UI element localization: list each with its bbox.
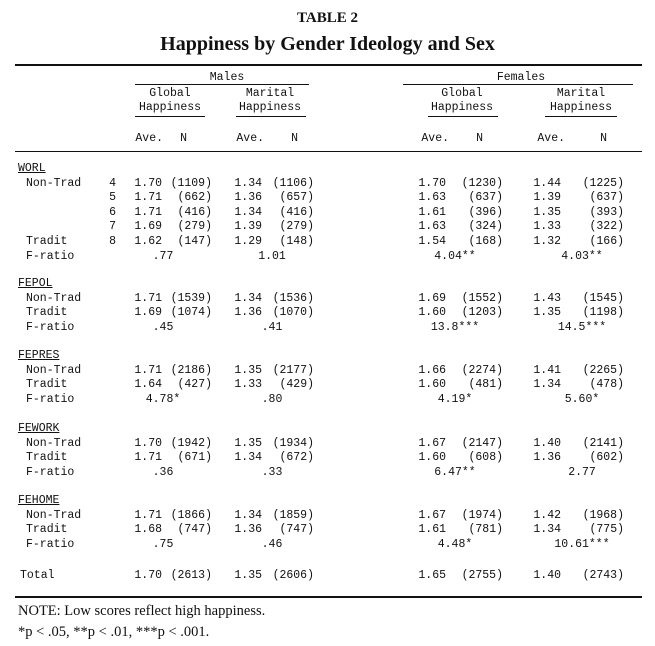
fratio-f-g: 4.04** (434, 249, 476, 263)
table-label: TABLE 2 (297, 10, 358, 26)
fratio-m-m: .80 (261, 392, 283, 406)
total-f-m-ave: 1.40 (533, 569, 561, 582)
cell-m-g-ave: 1.69 (134, 306, 162, 320)
cell-f-g-n: (1230) (461, 176, 503, 190)
cell-f-m-n: (1545) (582, 291, 624, 305)
fratio-m-m: .33 (261, 465, 283, 479)
fratio-f-g: 4.48* (437, 537, 473, 551)
row-label: Tradit (26, 451, 68, 465)
row-label: Non-Trad (26, 436, 82, 450)
cell-f-m-ave: 1.32 (533, 235, 561, 248)
row-level: 6 (109, 205, 116, 219)
cell-f-g-ave: 1.60 (418, 451, 446, 465)
cell-f-m-ave: 1.34 (533, 378, 561, 392)
fratio-m-m: .46 (261, 537, 283, 551)
fratio-f-m: 10.61*** (554, 537, 610, 551)
total-f-g-ave: 1.65 (418, 569, 446, 582)
note-text: NOTE: Low scores reflect high happiness. (18, 603, 266, 619)
fratio-m-g: .75 (152, 537, 174, 551)
subheader-females-global-line2: Happiness (430, 101, 494, 114)
fratio-m-g: .77 (152, 249, 174, 263)
cell-m-g-ave: 1.71 (134, 291, 162, 305)
fratio-m-g: .45 (152, 320, 174, 334)
cell-m-m-ave: 1.34 (234, 291, 262, 305)
cell-m-g-n: (747) (177, 523, 212, 537)
cell-f-g-ave: 1.66 (418, 363, 446, 377)
cell-m-m-ave: 1.39 (234, 220, 262, 234)
fratio-label: F-ratio (26, 465, 75, 479)
cell-m-m-ave: 1.34 (234, 451, 262, 465)
cell-f-g-n: (1552) (461, 291, 503, 305)
cell-m-g-ave: 1.71 (134, 191, 162, 205)
cell-m-m-n: (429) (279, 378, 314, 392)
cell-f-g-n: (781) (468, 523, 503, 537)
cell-m-g-n: (427) (177, 378, 212, 392)
cell-m-m-ave: 1.34 (234, 176, 262, 190)
cell-m-g-n: (279) (177, 220, 212, 234)
cell-m-m-ave: 1.34 (234, 205, 262, 219)
cell-f-m-ave: 1.42 (533, 508, 561, 522)
row-level: 7 (109, 220, 116, 234)
total-m-g-n: (2613) (170, 569, 212, 582)
cell-m-g-ave: 1.71 (134, 451, 162, 465)
row-level: 8 (109, 235, 116, 248)
cell-f-m-ave: 1.35 (533, 306, 561, 320)
cell-m-g-ave: 1.71 (134, 205, 162, 219)
cell-f-g-n: (481) (468, 378, 503, 392)
cell-m-m-ave: 1.35 (234, 436, 262, 450)
significance-note: *p < .05, **p < .01, ***p < .001. (18, 624, 210, 640)
cell-m-m-ave: 1.29 (234, 235, 262, 248)
cell-f-m-n: (393) (589, 205, 624, 219)
cell-f-g-ave: 1.67 (418, 436, 446, 450)
cell-m-g-n: (147) (177, 235, 212, 248)
row-label: Tradit (26, 378, 68, 392)
cell-f-m-ave: 1.35 (533, 205, 561, 219)
fratio-f-g: 13.8*** (430, 320, 480, 334)
cell-m-g-ave: 1.64 (134, 378, 162, 392)
cell-m-m-ave: 1.36 (234, 523, 262, 537)
cell-f-g-ave: 1.70 (418, 176, 446, 190)
cell-f-m-n: (322) (589, 220, 624, 234)
cell-m-g-ave: 1.69 (134, 220, 162, 234)
total-f-m-n: (2743) (582, 569, 624, 582)
cell-f-m-ave: 1.34 (533, 523, 561, 537)
section-label-fehome: FEHOME (18, 494, 60, 507)
row-level: 5 (109, 191, 116, 205)
cell-m-g-n: (1539) (170, 291, 212, 305)
cell-f-g-n: (2274) (461, 363, 503, 377)
fratio-label: F-ratio (26, 249, 75, 263)
cell-f-g-ave: 1.61 (418, 205, 446, 219)
row-label: Tradit (26, 523, 68, 537)
subheader-females-marital-line2: Happiness (549, 101, 613, 114)
cell-f-g-n: (1974) (461, 508, 503, 522)
cell-f-g-ave: 1.63 (418, 191, 446, 205)
cell-m-m-n: (1070) (272, 306, 314, 320)
cell-m-m-n: (416) (279, 205, 314, 219)
subheader-males-marital: Marital (245, 87, 295, 100)
cell-m-g-n: (662) (177, 191, 212, 205)
cell-f-m-n: (2141) (582, 436, 624, 450)
cell-f-m-n: (478) (589, 378, 624, 392)
cell-f-m-ave: 1.33 (533, 220, 561, 234)
subheader-females-marital: Marital (556, 87, 606, 100)
cell-m-g-ave: 1.70 (134, 176, 162, 190)
cell-f-m-n: (775) (589, 523, 624, 537)
subheader-females-global: Global (441, 87, 483, 100)
fratio-label: F-ratio (26, 537, 75, 551)
row-label: Tradit (26, 235, 68, 248)
cell-m-g-n: (416) (177, 205, 212, 219)
subheader-males-marital-line2: Happiness (238, 101, 302, 114)
section-label-fepol: FEPOL (18, 277, 53, 290)
section-label-fepres: FEPRES (18, 349, 60, 362)
row-label: Non-Trad (26, 176, 82, 190)
group-header-males: Males (209, 71, 245, 84)
females-underline (403, 84, 633, 85)
section-label-worl: WORL (18, 162, 46, 175)
col-ave-header: Ave. (236, 132, 264, 145)
section-label-fework: FEWORK (18, 422, 60, 435)
fratio-f-m: 14.5*** (557, 320, 607, 334)
males-global-underline (135, 116, 205, 117)
cell-f-m-ave: 1.40 (533, 436, 561, 450)
cell-f-m-n: (602) (589, 451, 624, 465)
table-title: Happiness by Gender Ideology and Sex (160, 33, 495, 55)
cell-f-g-n: (2147) (461, 436, 503, 450)
col-ave-header: Ave. (421, 132, 449, 145)
cell-f-g-n: (637) (468, 191, 503, 205)
cell-f-g-ave: 1.60 (418, 306, 446, 320)
cell-f-m-ave: 1.36 (533, 451, 561, 465)
fratio-f-m: 5.60* (564, 392, 600, 406)
cell-f-m-n: (637) (589, 191, 624, 205)
cell-m-m-n: (1859) (272, 508, 314, 522)
cell-m-g-ave: 1.68 (134, 523, 162, 537)
row-label: Non-Trad (26, 291, 82, 305)
col-ave-header: Ave. (537, 132, 565, 145)
cell-f-m-n: (166) (589, 235, 624, 248)
row-level: 4 (109, 176, 116, 190)
col-n-header: N (476, 132, 483, 145)
fratio-f-g: 4.19* (437, 392, 473, 406)
cell-m-g-n: (1109) (170, 176, 212, 190)
row-label: Non-Trad (26, 508, 82, 522)
cell-f-m-ave: 1.41 (533, 363, 561, 377)
fratio-f-g: 6.47** (434, 465, 476, 479)
group-header-females: Females (496, 71, 546, 84)
cell-m-m-n: (279) (279, 220, 314, 234)
col-n-header: N (600, 132, 607, 145)
row-label: Tradit (26, 306, 68, 320)
cell-m-m-n: (747) (279, 523, 314, 537)
fratio-label: F-ratio (26, 392, 75, 406)
cell-m-m-ave: 1.34 (234, 508, 262, 522)
cell-f-m-ave: 1.44 (533, 176, 561, 190)
cell-m-m-ave: 1.35 (234, 363, 262, 377)
cell-f-m-ave: 1.39 (533, 191, 561, 205)
cell-m-m-ave: 1.33 (234, 378, 262, 392)
cell-m-m-n: (1106) (272, 176, 314, 190)
cell-f-g-ave: 1.54 (418, 235, 446, 248)
fratio-f-m: 4.03** (561, 249, 603, 263)
cell-f-m-n: (1198) (582, 306, 624, 320)
fratio-m-g: 4.78* (145, 392, 181, 406)
fratio-m-g: .36 (152, 465, 174, 479)
cell-f-g-ave: 1.67 (418, 508, 446, 522)
cell-m-m-n: (148) (279, 235, 314, 248)
cell-f-m-ave: 1.43 (533, 291, 561, 305)
cell-m-m-ave: 1.36 (234, 191, 262, 205)
total-m-g-ave: 1.70 (134, 569, 162, 582)
cell-m-g-ave: 1.71 (134, 508, 162, 522)
row-label: Non-Trad (26, 363, 82, 377)
col-n-header: N (291, 132, 298, 145)
males-underline (135, 84, 309, 85)
cell-m-m-n: (1536) (272, 291, 314, 305)
cell-f-g-ave: 1.60 (418, 378, 446, 392)
cell-m-m-n: (2177) (272, 363, 314, 377)
total-m-m-ave: 1.35 (234, 569, 262, 582)
females-marital-underline (545, 116, 617, 117)
cell-m-g-n: (2186) (170, 363, 212, 377)
total-m-m-n: (2606) (272, 569, 314, 582)
cell-m-m-ave: 1.36 (234, 306, 262, 320)
cell-m-m-n: (672) (279, 451, 314, 465)
total-f-g-n: (2755) (461, 569, 503, 582)
subheader-males-global-line2: Happiness (138, 101, 202, 114)
cell-m-m-n: (1934) (272, 436, 314, 450)
fratio-label: F-ratio (26, 320, 75, 334)
total-label: Total (20, 569, 55, 582)
cell-m-g-ave: 1.71 (134, 363, 162, 377)
fratio-m-m: 1.01 (258, 249, 286, 263)
males-marital-underline (236, 116, 306, 117)
cell-f-g-ave: 1.61 (418, 523, 446, 537)
cell-f-g-n: (324) (468, 220, 503, 234)
fratio-f-m: 2.77 (568, 465, 596, 479)
cell-m-g-ave: 1.62 (134, 235, 162, 248)
bottom-rule (15, 596, 642, 598)
cell-f-g-n: (396) (468, 205, 503, 219)
cell-f-g-n: (168) (468, 235, 503, 248)
col-n-header: N (180, 132, 187, 145)
header-rule (15, 151, 642, 152)
cell-m-g-ave: 1.70 (134, 436, 162, 450)
subheader-males-global: Global (149, 87, 191, 100)
cell-f-g-n: (608) (468, 451, 503, 465)
col-ave-header: Ave. (135, 132, 163, 145)
females-global-underline (428, 116, 498, 117)
cell-m-g-n: (1942) (170, 436, 212, 450)
cell-m-g-n: (1866) (170, 508, 212, 522)
cell-f-g-n: (1203) (461, 306, 503, 320)
cell-f-m-n: (1225) (582, 176, 624, 190)
cell-f-g-ave: 1.69 (418, 291, 446, 305)
cell-m-g-n: (1074) (170, 306, 212, 320)
cell-m-g-n: (671) (177, 451, 212, 465)
cell-f-m-n: (1968) (582, 508, 624, 522)
cell-f-m-n: (2265) (582, 363, 624, 377)
cell-m-m-n: (657) (279, 191, 314, 205)
fratio-m-m: .41 (261, 320, 283, 334)
cell-f-g-ave: 1.63 (418, 220, 446, 234)
